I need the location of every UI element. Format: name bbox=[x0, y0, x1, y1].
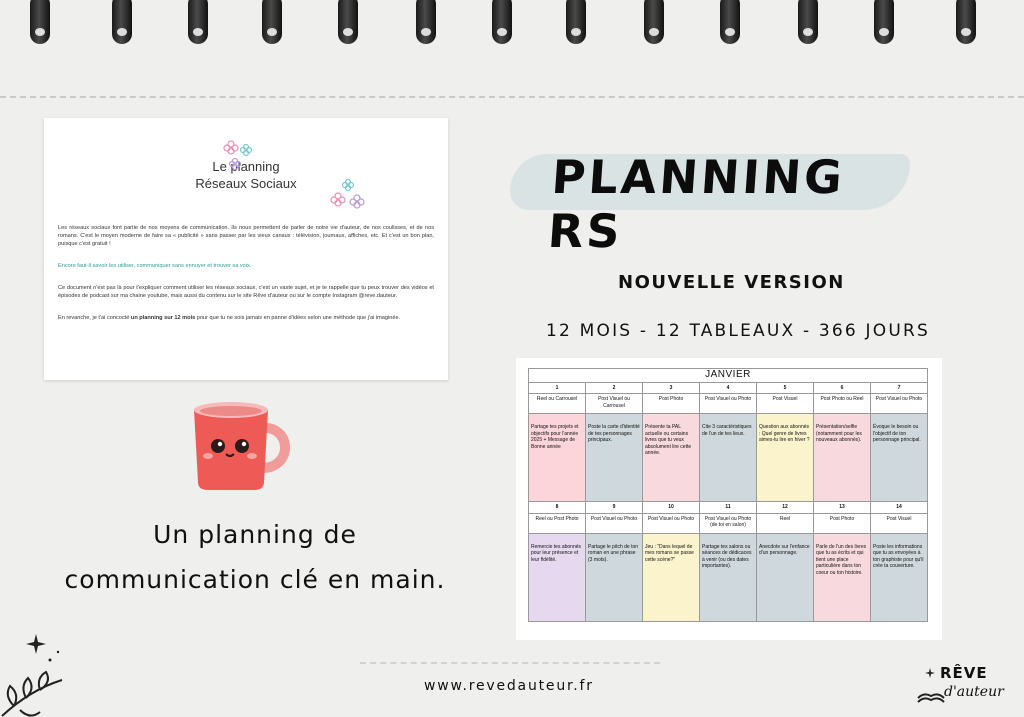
post-idea: Partage le pitch de ton roman en une phrase (3 mots). bbox=[586, 533, 643, 621]
spiral-ring bbox=[262, 0, 282, 44]
post-idea: Parle de l'un des livres que tu as écrits et qui tient une place particulière dans ton coeur ou ton histoire. bbox=[814, 533, 871, 621]
calendar-table bbox=[528, 368, 928, 622]
spiral-ring bbox=[30, 0, 50, 44]
post-idea: Partage tes projets et objectifs pour l'année 2025 + Message de Bonne année bbox=[529, 414, 586, 502]
day-number: 9 bbox=[586, 502, 643, 514]
table-row bbox=[529, 414, 928, 502]
day-number: 1 bbox=[529, 382, 586, 394]
post-format: Post Visuel ou Photo bbox=[643, 513, 700, 533]
day-number: 8 bbox=[529, 502, 586, 514]
document-paragraph: En revanche, je t'ai concocté un planning sur 12 mois pour que tu ne sois jamais en panne d'idées selon une méthode que j'ai imaginée. bbox=[58, 315, 401, 321]
brand-logo bbox=[916, 660, 1016, 710]
calendar-month: JANVIER bbox=[529, 369, 928, 383]
post-format: Reel ou Post Photo bbox=[529, 513, 586, 533]
post-format: Post Photo ou Reel bbox=[814, 394, 871, 414]
document-title-line2: Réseaux Sociaux bbox=[195, 176, 297, 191]
divider bbox=[360, 662, 660, 664]
spiral-ring bbox=[720, 0, 740, 44]
post-idea: Partage tes salons ou séances de dédicaces à venir (ou des dates importantes). bbox=[700, 533, 757, 621]
day-number: 10 bbox=[643, 502, 700, 514]
post-format: Post Photo bbox=[814, 513, 871, 533]
day-number: 5 bbox=[757, 382, 814, 394]
post-format: Post Visuel bbox=[757, 394, 814, 414]
calendar-preview bbox=[516, 358, 942, 640]
counts-line: 12 MOIS - 12 TABLEAUX - 366 JOURS bbox=[546, 321, 930, 341]
day-number: 14 bbox=[871, 502, 928, 514]
subtitle: NOUVELLE VERSION bbox=[618, 272, 845, 293]
spiral-ring bbox=[874, 0, 894, 44]
day-number: 4 bbox=[700, 382, 757, 394]
post-idea: Poste la carte d'identité de tes personnages principaux. bbox=[586, 414, 643, 502]
post-idea: Cite 3 caractéristiques de l'un de tes lieux. bbox=[700, 414, 757, 502]
post-format: Reel ou Carrousel bbox=[529, 394, 586, 414]
page-title: PLANNING RS bbox=[546, 150, 847, 258]
spiral-ring bbox=[492, 0, 512, 44]
spiral-ring bbox=[956, 0, 976, 44]
tagline bbox=[40, 512, 470, 602]
flowers-icon bbox=[330, 176, 366, 210]
spiral-ring bbox=[338, 0, 358, 44]
spiral-ring bbox=[188, 0, 208, 44]
table-row bbox=[529, 382, 928, 394]
document-highlight: Encore faut-il savoir les utiliser, communiquer sans ennuyer et trouver sa voix. bbox=[58, 263, 252, 269]
website-url[interactable]: www.revedauteur.fr bbox=[424, 678, 594, 694]
day-number: 7 bbox=[871, 382, 928, 394]
document-preview bbox=[44, 118, 448, 380]
spiral-ring bbox=[644, 0, 664, 44]
post-idea: Présentation/selfie (notamment pour les nouveaux abonnés). bbox=[814, 414, 871, 502]
post-format: Post Visuel ou Photo bbox=[871, 394, 928, 414]
perforation-line bbox=[0, 96, 1024, 98]
spiral-ring bbox=[566, 0, 586, 44]
post-format: Reel bbox=[757, 513, 814, 533]
table-row bbox=[529, 502, 928, 514]
flowers-icon bbox=[222, 138, 256, 172]
spiral-binding bbox=[0, 0, 1024, 50]
post-idea: Anecdote sur l'enfance d'un personnage. bbox=[757, 533, 814, 621]
spiral-ring bbox=[112, 0, 132, 44]
spiral-ring bbox=[798, 0, 818, 44]
day-number: 2 bbox=[586, 382, 643, 394]
post-idea: Poste les informations que tu as envoyées à ton graphiste pour qu'il crée ta couverture. bbox=[871, 533, 928, 621]
post-format: Post Visuel ou Carrousel bbox=[586, 394, 643, 414]
mug-icon bbox=[190, 398, 300, 494]
table-row bbox=[529, 394, 928, 414]
document-title-line1: Le planning bbox=[212, 159, 280, 174]
logo-text: RÊVE bbox=[940, 664, 988, 682]
post-idea: Jeu : "Dans lequel de mes romans se passe cette scène?" bbox=[643, 533, 700, 621]
tagline-line1: Un planning de bbox=[153, 520, 357, 549]
post-idea: Remercie tes abonnés pour leur présence et leur fidélité. bbox=[529, 533, 586, 621]
spiral-ring bbox=[416, 0, 436, 44]
table-row bbox=[529, 533, 928, 621]
document-paragraph: Les réseaux sociaux font partie de nos moyens de communication. Ils nous permettent de parler de notre vie d'auteur, de nos coulisses, et de nos romans. C'est le moyen moderne de faire sa « publicité » sans passer par les vieux canaux : télévision, journaux, affiches, etc. Et c'est un bon plan, puisque c'est gratuit ! bbox=[58, 225, 434, 247]
table-row bbox=[529, 513, 928, 533]
day-number: 3 bbox=[643, 382, 700, 394]
document-paragraph: Ce document n'est pas là pour t'expliquer comment utiliser les réseaux sociaux, c'est un vaste sujet, et je te rappelle que tu peux trouver des vidéos et épisodes de podcast sur ma chaine youtube, mais aussi du contenu sur le site Rêve d'auteur ou sur le compte Instagram @reve.dauteur. bbox=[58, 285, 434, 299]
post-idea: Présente ta PAL actuelle ou certains livres que tu veux absolument lire cette année. bbox=[643, 414, 700, 502]
tagline-line2: communication clé en main. bbox=[64, 565, 446, 594]
day-number: 13 bbox=[814, 502, 871, 514]
post-format: Post Photo bbox=[643, 394, 700, 414]
post-format: Post Visuel ou Photo bbox=[586, 513, 643, 533]
day-number: 6 bbox=[814, 382, 871, 394]
post-format: Post Visuel ou Photo (de toi en salon) bbox=[700, 513, 757, 533]
day-number: 12 bbox=[757, 502, 814, 514]
post-format: Post Visuel ou Photo bbox=[700, 394, 757, 414]
post-idea: Évoque le besoin ou l'objectif de ton personnage principal. bbox=[871, 414, 928, 502]
post-format: Post Visuel bbox=[871, 513, 928, 533]
post-idea: Question aux abonnés : Quel genre de livres aimes-tu lire en hiver ? bbox=[757, 414, 814, 502]
logo-subtext: d'auteur bbox=[944, 684, 1004, 700]
leaves-decoration-icon bbox=[0, 630, 90, 717]
day-number: 11 bbox=[700, 502, 757, 514]
